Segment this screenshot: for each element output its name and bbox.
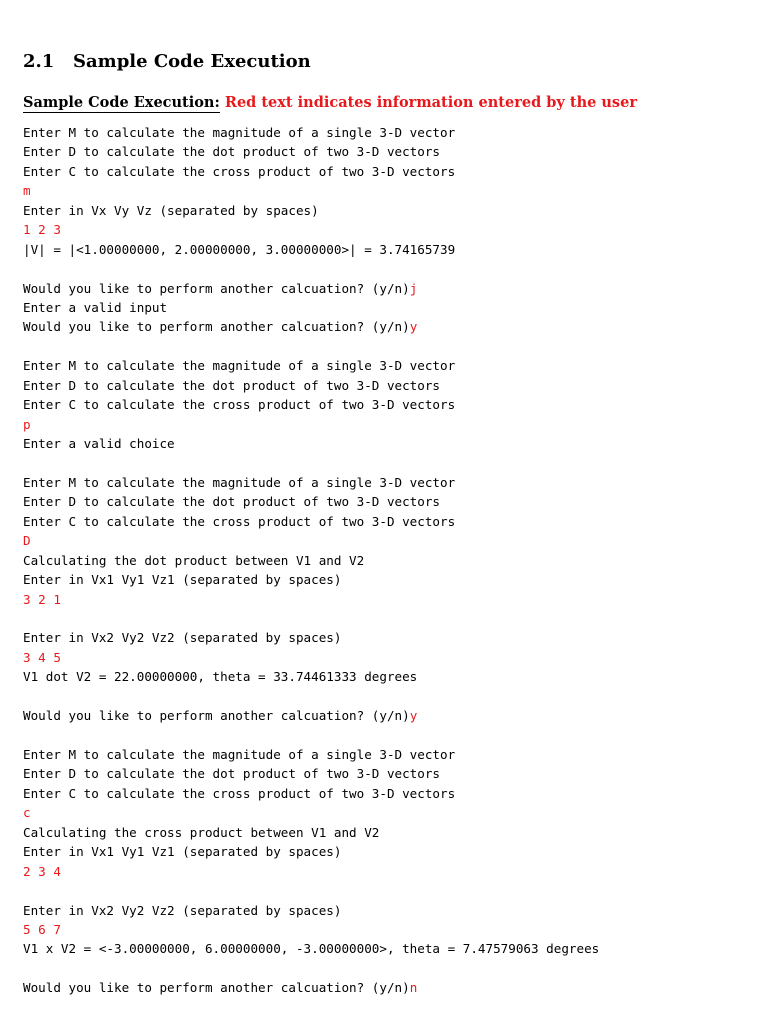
user-input-text: 1 2 3 bbox=[23, 222, 61, 238]
console-line bbox=[23, 240, 599, 259]
console-line bbox=[23, 279, 599, 298]
console-line bbox=[23, 162, 599, 181]
console-line bbox=[23, 220, 599, 239]
console-line bbox=[23, 317, 599, 336]
console-line bbox=[23, 901, 599, 920]
section-title: Sample Code Execution bbox=[73, 51, 311, 72]
caption-note: Red text indicates information entered by the user bbox=[224, 94, 637, 111]
section-heading bbox=[23, 51, 311, 72]
console-line bbox=[23, 376, 599, 395]
console-line bbox=[23, 415, 599, 434]
console-line bbox=[23, 939, 599, 958]
user-input-text: 5 6 7 bbox=[23, 921, 61, 937]
console-output-text: Would you like to perform another calcuation? (y/n) bbox=[23, 319, 410, 335]
console-output-text: Enter M to calculate the magnitude of a single 3-D vector bbox=[23, 474, 456, 490]
console-line bbox=[23, 745, 599, 764]
console-line bbox=[23, 764, 599, 783]
console-output-text: Enter a valid choice bbox=[23, 436, 175, 451]
caption-label: Sample Code Execution: bbox=[23, 94, 220, 111]
console-line bbox=[23, 181, 599, 200]
console-line bbox=[23, 570, 599, 589]
console-line bbox=[23, 453, 599, 472]
console-output-text: Enter C to calculate the cross product of two 3-D vectors bbox=[23, 163, 456, 179]
console-output-text: Enter C to calculate the cross product of two 3-D vectors bbox=[23, 513, 456, 529]
console-output-text: Enter C to calculate the cross product of two 3-D vectors bbox=[23, 785, 456, 801]
console-line bbox=[23, 726, 599, 745]
console-line bbox=[23, 784, 599, 803]
console-output-text: Enter in Vx2 Vy2 Vz2 (separated by spaces) bbox=[23, 630, 342, 646]
console-line bbox=[23, 648, 599, 667]
console-line bbox=[23, 551, 599, 570]
user-input-text: D bbox=[23, 533, 31, 549]
console-output-text: Enter D to calculate the dot product of two 3-D vectors bbox=[23, 144, 441, 160]
console-line bbox=[23, 803, 599, 822]
console-line bbox=[23, 298, 599, 317]
console-output-text: V1 x V2 = <-3.00000000, 6.00000000, -3.00000000>, theta = 7.47579063 degrees bbox=[23, 941, 600, 957]
user-input-text: 3 4 5 bbox=[23, 649, 61, 665]
console-line bbox=[23, 531, 599, 550]
user-input-text: m bbox=[23, 183, 31, 199]
console-output-text: Enter a valid input bbox=[23, 299, 168, 315]
console-line bbox=[23, 609, 599, 628]
sample-caption bbox=[23, 94, 637, 111]
console-line bbox=[23, 959, 599, 978]
section-number: 2.1 bbox=[23, 51, 55, 72]
console-output bbox=[23, 123, 599, 998]
user-input-text: n bbox=[409, 980, 418, 996]
console-line bbox=[23, 881, 599, 900]
console-line bbox=[23, 920, 599, 939]
console-output-text: Would you like to perform another calcuation? (y/n) bbox=[23, 980, 410, 996]
console-line bbox=[23, 862, 599, 881]
console-line bbox=[23, 628, 599, 647]
console-output-text: Enter in Vx2 Vy2 Vz2 (separated by spaces) bbox=[23, 902, 342, 918]
console-line bbox=[23, 590, 599, 609]
console-line bbox=[23, 434, 599, 453]
console-output-text: Enter D to calculate the dot product of two 3-D vectors bbox=[23, 377, 441, 393]
console-line bbox=[23, 337, 599, 356]
console-output-text: Enter M to calculate the magnitude of a single 3-D vector bbox=[23, 358, 456, 374]
console-line bbox=[23, 395, 599, 414]
console-output-text: Enter in Vx1 Vy1 Vz1 (separated by spaces) bbox=[23, 572, 342, 588]
user-input-text: c bbox=[23, 805, 31, 821]
user-input-text: 2 3 4 bbox=[23, 863, 61, 879]
console-line bbox=[23, 142, 599, 161]
console-output-text: Enter in Vx Vy Vz (separated by spaces) bbox=[23, 202, 319, 218]
console-line bbox=[23, 356, 599, 375]
console-output-text: Enter M to calculate the magnitude of a single 3-D vector bbox=[23, 747, 456, 762]
user-input-text: 3 2 1 bbox=[23, 591, 61, 607]
console-line bbox=[23, 473, 599, 492]
user-input-text: y bbox=[409, 319, 418, 335]
console-output-text: Enter M to calculate the magnitude of a single 3-D vector bbox=[23, 125, 456, 140]
console-output-text: Calculating the cross product between V1 and V2 bbox=[23, 824, 380, 840]
console-output-text: V1 dot V2 = 22.00000000, theta = 33.74461333 degrees bbox=[23, 669, 418, 685]
user-input-text: j bbox=[409, 280, 418, 296]
user-input-text: p bbox=[23, 416, 31, 432]
console-output-text: Enter D to calculate the dot product of two 3-D vectors bbox=[23, 494, 441, 510]
console-output-text: Would you like to perform another calcuation? (y/n) bbox=[23, 280, 410, 296]
console-line bbox=[23, 842, 599, 861]
console-line bbox=[23, 201, 599, 220]
console-output-text: Would you like to perform another calcuation? (y/n) bbox=[23, 708, 410, 724]
console-output-text: Enter in Vx1 Vy1 Vz1 (separated by spaces) bbox=[23, 844, 342, 860]
console-output-text: |V| = |<1.00000000, 2.00000000, 3.00000000>| = 3.74165739 bbox=[23, 241, 456, 257]
console-line bbox=[23, 978, 599, 997]
console-output-text: Enter C to calculate the cross product of two 3-D vectors bbox=[23, 397, 456, 413]
user-input-text: y bbox=[409, 708, 418, 724]
console-line bbox=[23, 687, 599, 706]
console-output-text: Calculating the dot product between V1 and V2 bbox=[23, 552, 365, 568]
console-line bbox=[23, 706, 599, 725]
console-line bbox=[23, 823, 599, 842]
console-line bbox=[23, 512, 599, 531]
console-line bbox=[23, 123, 599, 142]
console-line bbox=[23, 492, 599, 511]
console-output-text: Enter D to calculate the dot product of two 3-D vectors bbox=[23, 766, 441, 782]
console-line bbox=[23, 667, 599, 686]
console-line bbox=[23, 259, 599, 278]
